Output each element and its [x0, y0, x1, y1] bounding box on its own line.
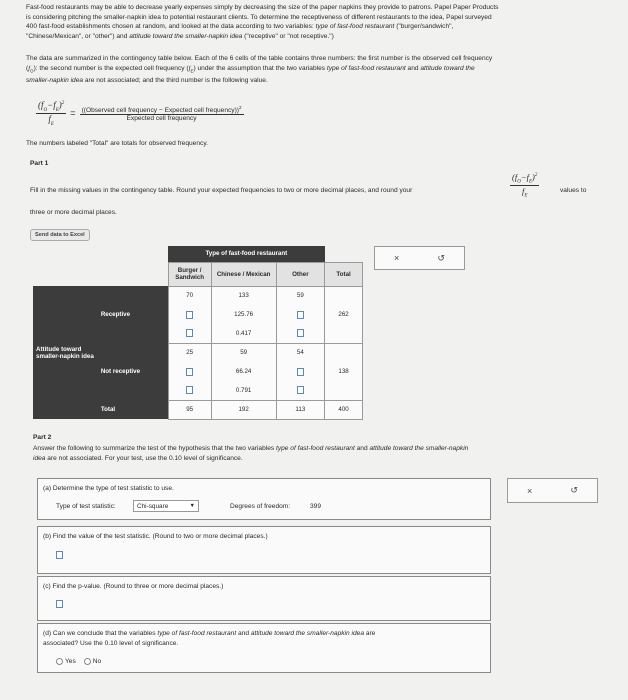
expected-chinese-receptive: 125.76	[211, 305, 276, 324]
test-statistic-input[interactable]	[56, 551, 63, 559]
chi-other-not-receptive-input[interactable]	[297, 386, 304, 394]
part2-section-a	[37, 478, 491, 520]
expected-burger-not-receptive-input[interactable]	[186, 368, 193, 376]
dof-value: 399	[310, 503, 322, 510]
p-value-input[interactable]	[56, 600, 63, 608]
total-chinese: 192	[211, 400, 276, 419]
undo-icon[interactable]: ↺	[437, 252, 445, 263]
row-label-total: Total	[98, 400, 168, 419]
part1-heading: Part 1	[30, 160, 49, 167]
chi-chinese-receptive: 0.417	[211, 324, 276, 343]
expected-other-not-receptive-input[interactable]	[297, 368, 304, 376]
formula-lhs: $\frac{(f_O-f_E)^2}{f_E}$	[38, 100, 65, 127]
chi-other-receptive-input[interactable]	[297, 329, 304, 337]
stat-type-label: Type of test statistic:	[56, 503, 116, 510]
stat-type-dropdown[interactable]: Chi-square ▼	[133, 500, 199, 512]
part1-tools-panel	[374, 246, 465, 270]
section-b-label: (b) Find the value of the test statistic. (Round to two or more decimal places.)	[43, 533, 268, 540]
col-header-other: Other	[276, 262, 325, 286]
total-grand: 400	[325, 400, 363, 419]
part1-instruction-cont: three or more decimal places.	[30, 209, 117, 216]
row-group-label: Attitude toward smaller-napkin idea	[33, 286, 98, 419]
yes-option[interactable]: Yes	[56, 657, 76, 667]
expected-burger-receptive-input[interactable]	[186, 311, 193, 319]
conclusion-options	[56, 657, 101, 667]
section-c-label: (c) Find the p-value. (Round to three or more decimal places.)	[43, 583, 224, 590]
intro-paragraph: Fast-food restaurants may be able to decrease yearly expenses simply by decreasing the size of the paper napkins they provide to patrons. Papel Paper Products is considering pitching the smaller-napkin idea to potential restaurant clients. To determine the receptiveness of different restaurants to the idea, Papel surveyed 400 fast-food establishments chosen at random, and looked at the data according to two variables: type of fast-food restaurant ("burger/sandwich", "Chinese/Mexican", or "other") and attitude toward the smaller-napkin idea ("receptive" or "not receptive.")	[26, 4, 499, 40]
chi-square-formula: $\frac{(f_O-f_E)^2}{f_E}$ = $\frac{((Observed cell frequency - Expected cell frequency))^2}{\text{Expected cell frequency}}$	[38, 100, 242, 127]
chi-burger-receptive-input[interactable]	[186, 329, 193, 337]
expected-other-receptive-input[interactable]	[297, 311, 304, 319]
total-other: 113	[276, 400, 325, 419]
part2-section-d	[37, 623, 491, 673]
no-radio[interactable]	[84, 658, 91, 665]
row-label-receptive: Receptive	[98, 286, 168, 343]
row-label-not-receptive: Not receptive	[98, 343, 168, 400]
total-not-receptive: 138	[325, 343, 363, 400]
col-header-chinese: Chinese / Mexican	[211, 262, 276, 286]
chevron-down-icon: ▼	[189, 503, 195, 509]
part2-section-c	[37, 576, 491, 621]
chi-chinese-not-receptive: 0.791	[211, 381, 276, 400]
chi-burger-not-receptive-input[interactable]	[186, 386, 193, 394]
undo-icon[interactable]: ↺	[570, 485, 578, 495]
part2-tools-panel	[507, 478, 598, 503]
contingency-table	[33, 246, 363, 420]
observed-chinese-receptive: 133	[211, 286, 276, 305]
group-header: Type of fast-food restaurant	[168, 246, 325, 262]
formula-rhs: $\frac{((Observed cell frequency - Expected cell frequency))^2}{\text{Expected cell frequency}}$	[81, 104, 242, 122]
send-to-excel-button[interactable]: Send data to Excel	[30, 229, 90, 241]
observed-chinese-not-receptive: 59	[211, 343, 276, 362]
section-d-label: (d) Can we conclude that the variables type of fast-food restaurant and attitude toward the smaller-napkin idea are associated? Use the 0.10 level of significance.	[43, 630, 376, 647]
section-a-label: (a) Determine the type of test statistic to use.	[43, 485, 174, 492]
col-header-total: Total	[325, 262, 363, 286]
total-receptive: 262	[325, 286, 363, 343]
part2-heading: Part 2	[33, 434, 52, 441]
part1-instruction: Fill in the missing values in the contingency table. Round your expected frequencies to two or more decimal places, and round your	[30, 187, 413, 194]
part1-formula: $\frac{(f_O-f_E)^2}{f_E}$	[512, 172, 538, 199]
observed-burger-receptive: 70	[168, 286, 211, 305]
clear-icon[interactable]: ×	[394, 253, 400, 263]
totals-note: The numbers labeled "Total" are totals for observed frequency.	[26, 140, 208, 147]
observed-burger-not-receptive: 25	[168, 343, 211, 362]
expected-chinese-not-receptive: 66.24	[211, 362, 276, 381]
no-option[interactable]: No	[84, 657, 101, 667]
part2-section-b	[37, 526, 491, 574]
part1-instruction-end: values to	[560, 187, 587, 194]
part2-instruction: Answer the following to summarize the test of the hypothesis that the two variables type of fast-food restaurant and attitude toward the smaller-napkin idea are not associated. For your test, use the 0.10 level of significance.	[33, 445, 469, 462]
total-burger: 95	[168, 400, 211, 419]
summary-paragraph: The data are summarized in the contingency table below. Each of the 6 cells of the table contains three numbers: the first number is the observed cell frequency $(f_O)$: the second number is the expected cell frequency $(f_E)$ under the assumption that the two variables type of fast-food restaurant and attitude toward the smaller-napkin idea are not associated; and the third number is the following value.	[26, 55, 493, 84]
col-header-burger: Burger / Sandwich	[168, 262, 211, 286]
observed-other-receptive: 59	[276, 286, 325, 305]
observed-other-not-receptive: 54	[276, 343, 325, 362]
dof-label: Degrees of freedom:	[230, 503, 291, 510]
yes-radio[interactable]	[56, 658, 63, 665]
clear-icon[interactable]: ×	[527, 485, 533, 496]
